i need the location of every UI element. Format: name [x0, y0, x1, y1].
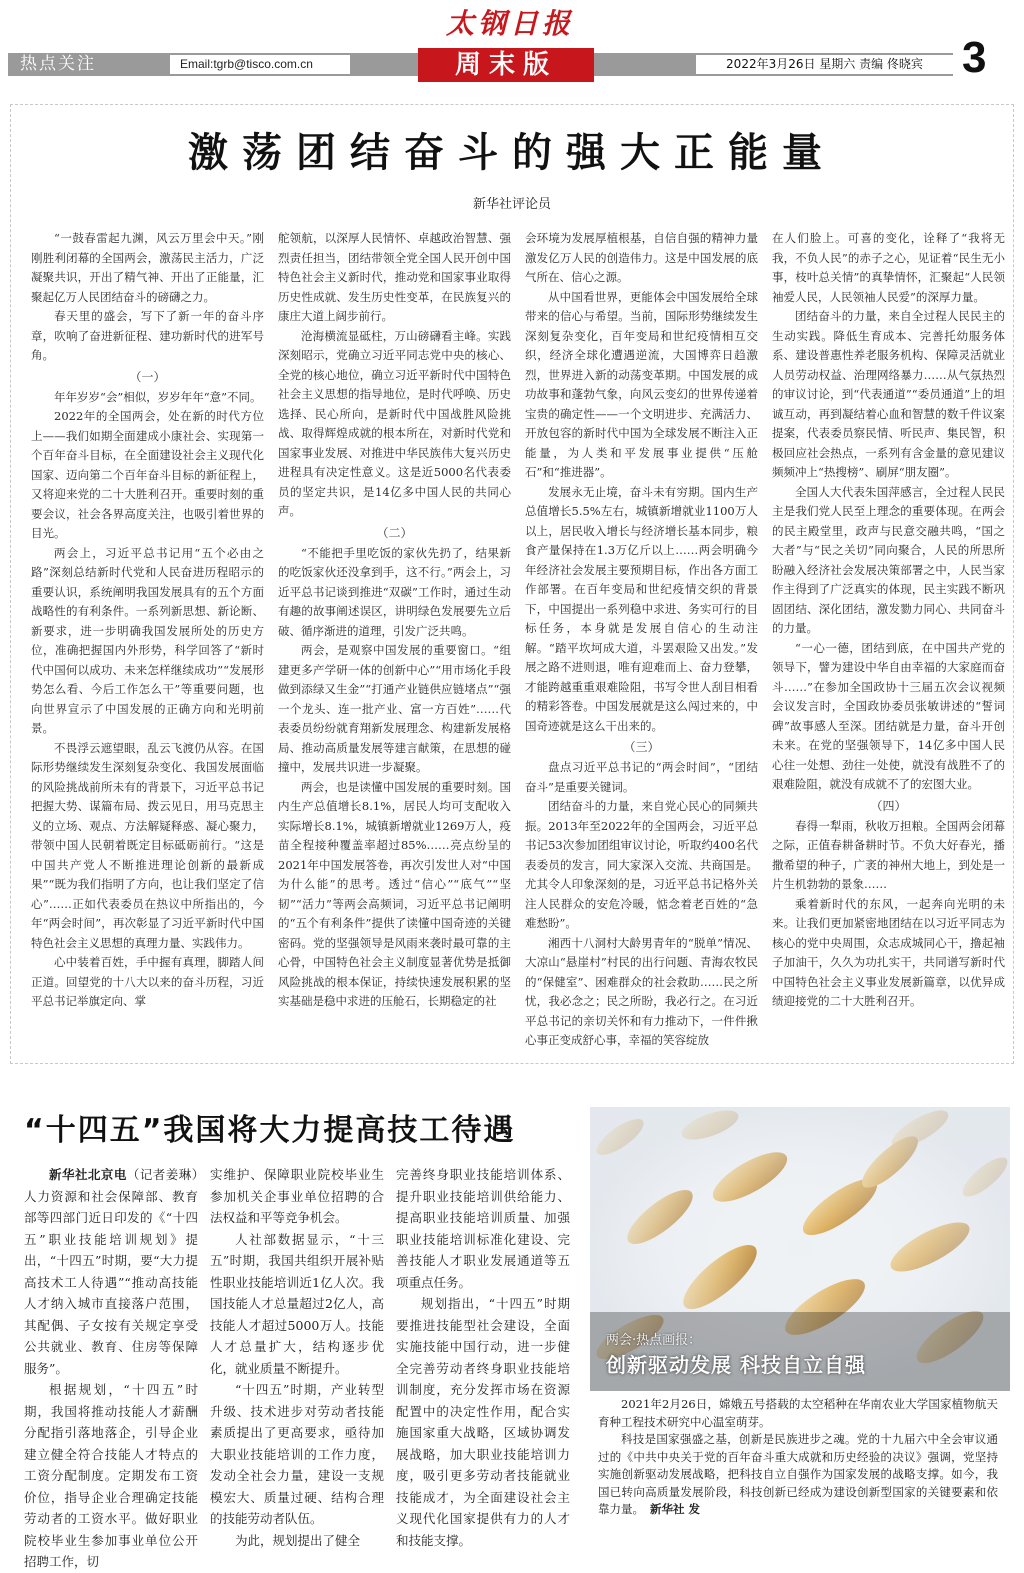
paragraph: 沧海横流显砥柱，万山磅礴看主峰。实践深刻昭示，党确立习近平同志党中央的核心、全党的核心地位，确立习近平新时代中国特色社会主义思想的指导地位，是时代呼唤、历史选择、民心所向，是新时代中国战胜风险挑战、取得辉煌成就的根本所在，对新时代党和国家事业发展、对推进中华民族伟大复兴历史进程具有决定性意义。这是近5000名代表委员的坚定共识，是14亿多中国人民的共同心声。: [278, 328, 511, 518]
news-headline: “十四五”我国将大力提高技工待遇: [24, 1113, 516, 1148]
paragraph: 全国人大代表朱国萍感言，全过程人民民主是我们党人民至上理念的重要体现。在两会的民主殿堂里，政声与民意交融共鸣，“国之大者”与“民之关切”同向聚合，人民的所思所盼融入经济社会发展决策部署之中，人民当家作主得到了广泛真实的体现，民主实践不断巩固团结、深化团结，激发勠力同心、共同奋斗的力量。: [772, 484, 1005, 635]
edition-badge: 周末版: [418, 48, 594, 82]
paragraph: 两会，也是读懂中国发展的重要时刻。国内生产总值增长8.1%，居民人均可支配收入实际增长8.1%，城镇新增就业1269万人，疫苗全程接种覆盖率超过85%……亮点纷呈的2021年中国发展答卷，再次引发世人对“中国为什么能”的思考。透过“信心”“底气”“坚韧”“活力”等两会高频词，习近平总书记阐明的“五个有利条件”提供了读懂中国奇迹的关键密码。党的坚强领导是风雨来袭时最可靠的主心骨，中国特色社会主义制度显著优势是抵御风险挑战的根本保证，持续快速发展积累的坚实基础是稳中求进的压舱石，长期稳定的社: [278, 779, 511, 1008]
paragraph: 乘着新时代的东风，一起奔向光明的未来。让我们更加紧密地团结在以习近平同志为核心的党中央周围，众志成城同心干，撸起袖子加油干，久久为功扎实干，共同谱写新时代中国特色社会主义事业发展新篇章，以优异成绩迎接党的二十大胜利召开。: [772, 896, 1005, 1008]
paragraph: 从中国看世界，更能体会中国发展给全球带来的信心与希望。当前，国际形势继续发生深刻复杂变化，百年变局和世纪疫情相互交织，经济全球化遭遇逆流，大国博弈日趋激烈，世界进入新的动荡变革期。中国发展的成功故事和蓬勃气象，向风云变幻的世界传递着宝贵的确定性——一个文明进步、充满活力、开放包容的新时代中国为全球发展不断注入正能量，为人类和平发展事业提供“压舱石”和“推进器”。: [525, 289, 758, 479]
paragraph: 根据规划，“十四五”时期，我国将推动技能人才薪酬分配指引落地落企，引导企业建立健全符合技能人才特点的工资分配制度。定期发布工资价位，指导企业合理确定技能劳动者的工资水平。做好职业院校毕业生参加事业单位公开招聘工作，切: [24, 1382, 198, 1569]
photo-caption-kicker: 两会·热点画报：: [606, 1333, 702, 1348]
paragraph: 不畏浮云遮望眼，乱云飞渡仍从容。在国际形势继续发生深刻复杂变化、我国发展面临的风险挑战前所未有的背景下，习近平总书记把握大势、谋篇布局、拨云见日，用马克思主义的立场、观点、方法解疑释惑、凝心聚力，带领中国人民朝着既定目标砥砺前行。“这是中国共产党人不断推进理论创新的最新成果”“既为我们指明了方向，也让我们坚定了信心”……正如代表委员在热议中所指出的，今年“两会时间”，再次彰显了习近平新时代中国特色社会主义思想的真理力量、实践伟力。: [31, 740, 264, 950]
paragraph: 盘点习近平总书记的“两会时间”，“团结奋斗”是重要关键词。: [525, 760, 758, 794]
paragraph: 人社部数据显示，“十三五”时期，我国共组织开展补贴性职业技能培训近1亿人次。我国技能人才总量超过2亿人，高技能人才超过5000万人。技能人才总量扩大，结构逐步优化，就业质量不断提升。: [210, 1231, 384, 1376]
paragraph: “十四五”时期，产业转型升级、技术进步对劳动者技能素质提出了更高要求，亟待加大职业技能培训的工作力度，发动全社会力量，建设一支规模宏大、质量过硬、结构合理的技能劳动者队伍。: [210, 1382, 384, 1526]
paragraph: 春天里的盛会，写下了新一年的奋斗序章，吹响了奋进新征程、建功新时代的进军号角。: [31, 309, 264, 362]
news-article-skills: [10, 1100, 580, 1569]
article-column-1: [31, 229, 264, 1059]
rice-grains-illustration: [590, 1107, 1010, 1391]
section-heading: （一）: [129, 369, 166, 384]
news-column-1: [24, 1164, 198, 1569]
paragraph: 2022年的全国两会，处在新的时代方位上——我们如期全面建成小康社会、实现第一个百年奋斗目标，在全面建设社会主义现代化国家、迈向第二个百年奋斗目标的新征程上，又将迎来党的二十大胜利召开。重要时刻的重要会议，社会各界高度关注，也吸引着世界的目光。: [31, 409, 264, 540]
article-headline: 激荡团结奋斗的强大正能量: [188, 130, 836, 176]
article-column-2: [278, 229, 511, 1059]
date-editor-line: 2022年3月26日 星期六 责编 佟晓宾: [696, 55, 953, 74]
section-heading: （四）: [870, 798, 907, 813]
rice-seed-photo: [590, 1107, 1010, 1391]
paragraph-body: （记者姜琳）人力资源和社会保障部、教育部等四部门近日印发的《“十四五”职业技能培训规划》提出，“十四五”时期，要“大力提高技术工人待遇”“推动高技能人才纳入城市直接落户范围，其配偶、子女按有关规定享受公共就业、教育、住房等保障服务”。: [24, 1167, 198, 1376]
news-column-2: [210, 1164, 384, 1548]
photo-caption-title: 创新驱动发展 科技自立自强: [606, 1353, 866, 1377]
photo-description: [598, 1396, 998, 1519]
paragraph: “一鼓春雷起九渊，风云万里会中天。”刚刚胜利闭幕的全国两会，激荡民主活力，广泛凝聚共识，开出了精气神、开出了正能量，汇聚起亿万人民团结奋斗的磅礴之力。: [31, 231, 264, 304]
paragraph: 团结奋斗的力量，来自全过程人民民主的生动实践。降低生育成本、完善托幼服务体系、建设普惠性养老服务机构、保障灵活就业人员劳动权益、治理网络暴力……从气氛热烈的审议讨论，到“代表通道”“委员通道”上的坦诚互动，再到凝结着心血和智慧的数千件议案提案，代表委员察民情、听民声、集民智，积极回应社会热点，一系列有含金量的意见建议频频冲上“热搜榜”、刷屏“朋友圈”。: [772, 309, 1005, 479]
paragraph: 心中装着百姓，手中握有真理，脚踏人间正道。回望党的十八大以来的奋斗历程，习近平总书记举旗定向、掌: [31, 955, 264, 1008]
paragraph: 会环境为发展厚植根基，自信自强的精神力量激发亿万人民的创造伟力。这是中国发展的底气所在、信心之源。: [525, 231, 758, 284]
main-article: [10, 104, 1014, 1064]
photo-text-paragraph-1: 2021年2月26日，嫦娥五号搭载的太空稻种在华南农业大学国家植物航天育种工程技术研究中心温室萌芽。: [598, 1397, 998, 1429]
dateline: 新华社北京电: [49, 1167, 127, 1182]
section-heading: （二）: [376, 525, 413, 540]
paper-logo: 太钢日报: [446, 7, 575, 40]
page-number: 3: [962, 33, 987, 82]
photo-credit: 新华社 发: [650, 1502, 701, 1516]
paragraph: 两会，是观察中国发展的重要窗口。“组建更多产学研一体的创新中心”“用市场化手段做到添绿又生金”“打通产业链供应链堵点”“强一个龙头、连一批产业、富一方百姓”……代表委员纷纷就育翔新发展理念、构建新发展格局、推动高质量发展等建言献策，在思想的碰撞中，发展共识进一步凝聚。: [278, 643, 511, 774]
paragraph: 为此，规划提出了健全: [235, 1532, 361, 1548]
paragraph: 实维护、保障职业院校毕业生参加机关企事业单位招聘的合法权益和平等竞争机会。: [210, 1167, 384, 1225]
paragraph: 舵领航，以深厚人民情怀、卓越政治智慧、强烈责任担当，团结带领全党全国人民开创中国特色社会主义新时代，推动党和国家事业取得历史性成就、发生历史性变革，在民族复兴的康庄大道上阔步前行。: [278, 231, 511, 323]
paragraph: 湘西十八洞村大龄男青年的“脱单”情况、大凉山“悬崖村”村民的出行问题、青海农牧民的“保健室”、困难群众的社会救助……民之所忧，我必念之；民之所盼，我必行之。在习近平总书记的亲切关怀和有力推动下，一件件揪心事正变成舒心事，幸福的笑容绽放: [525, 935, 758, 1047]
news-column-3: [396, 1164, 570, 1548]
masthead: [0, 0, 1024, 92]
paragraph: 完善终身职业技能培训体系、提升职业技能培训供给能力、提高职业技能培训质量、加强职业技能培训标准化建设、完善技能人才职业发展通道等五项重点任务。: [396, 1167, 570, 1290]
paragraph: 春得一犁雨，秋收万担粮。全国两会闭幕之际，正值春耕备耕时节。不负大好春光，播撒希望的种子，广袤的神州大地上，到处是一片生机勃勃的景象……: [772, 818, 1005, 891]
email-address[interactable]: Email:tgrb@tisco.com.cn: [170, 55, 350, 74]
photo-text-paragraph-2: [598, 1431, 998, 1519]
paragraph: 年年岁岁“会”相似，岁岁年年“意”不同。: [54, 389, 262, 404]
paragraph: 发展永无止境，奋斗未有穷期。国内生产总值增长5.5%左右，城镇新增就业1100万人以上，居民收入增长与经济增长基本同步，粮食产量保持在1.3万亿斤以上……两会明确今年经济社会发展主要预期目标，作出各方面工作部署。在百年变局和世纪疫情交织的背景下，中国提出一系列稳中求进、务实可行的目标任务，本身就是发展自信心的生动注解。“踏平坎坷成大道，斗罢艰险又出发。”发展之路不进则退，唯有迎难而上、奋力登攀，才能跨越重重艰难险阻，书写令世人刮目相看的精彩答卷。中国发展就是这么闯过来的，中国奇迹就是这么干出来的。: [525, 484, 758, 733]
article-byline: 新华社评论员: [472, 197, 551, 212]
photo-text-body: 科技是国家强盛之基，创新是民族进步之魂。党的十九届六中全会审议通过的《中共中央关于党的百年奋斗重大成就和历史经验的决议》强调，党坚持实施创新驱动发展战略，把科技自立自强作为国家发展的战略支撑。如今，我国已转向高质量发展阶段，科技创新已经成为建设创新型国家的关键要素和依靠力量。: [598, 1432, 998, 1516]
paragraph: 团结奋斗的力量，来自党心民心的同频共振。2013年至2022年的全国两会，习近平总书记53次参加团组审议讨论，听取约400名代表委员的发言，同大家深入交流、共商国是。尤其令人印象深刻的是，习近平总书记格外关注人民群众的安危冷暖，惦念着老百姓的“急难愁盼”。: [525, 799, 758, 930]
paragraph: 在人们脸上。可喜的变化，诠释了“我将无我，不负人民”的赤子之心，见证着“民生无小事，枝叶总关情”的真挚情怀，汇聚起“人民领袖爱人民，人民领袖人民爱”的深厚力量。: [772, 231, 1005, 304]
paragraph: “不能把手里吃饭的家伙先扔了，结果新的吃饭家伙还没拿到手，这不行。”两会上，习近平总书记谈到推进“双碳”工作时，通过生动有趣的故事阐述误区，讲明绿色发展要先立后破、循序渐进的道理，引发广泛共鸣。: [278, 545, 511, 638]
section-name: 热点关注: [20, 54, 96, 74]
section-heading: （三）: [623, 740, 660, 754]
article-column-3: [525, 229, 758, 1059]
paragraph: “一心一德，团结到底，在中国共产党的领导下，譬为建设中华自由幸福的大家庭而奋斗……”在参加全国政协十三届五次会议视频会议发言时，全国政协委员张敏讲述的“誓词碑”故事感人至深。团结就是力量，奋斗开创未来。在党的坚强领导下，14亿多中国人民心往一处想、劲往一处使，就没有战胜不了的艰难险阻，就没有成就不了的宏图大业。: [772, 640, 1005, 791]
article-column-4: [772, 229, 1005, 1059]
article-columns: [31, 229, 1005, 1059]
paragraph: 两会上，习近平总书记用“五个必由之路”深刻总结新时代党和人民奋进历程昭示的重要认识，系统阐明我国发展具有的五个方面战略性的有利条件。一系列新思想、新论断、新要求，进一步明确我国发展所处的历史方位，准确把握国内外形势，科学回答了“新时代中国何以成功、未来怎样继续成功”“发展形势怎么看、今后工作怎么干”等重要问题，也向世界宣示了中国发展的正确方向和光明前景。: [31, 545, 264, 735]
paragraph: [24, 1164, 198, 1379]
paragraph: 规划指出，“十四五”时期要推进技能型社会建设，全面实施技能中国行动，进一步健全完善劳动者终身职业技能培训制度，充分发挥市场在资源配置中的决定性作用，配合实施国家重大战略，区域协调发展战略，加大职业技能培训力度，吸引更多劳动者技能就业技能成才，为全面建设社会主义现代化国家提供有力的人才和技能支撑。: [396, 1296, 570, 1548]
